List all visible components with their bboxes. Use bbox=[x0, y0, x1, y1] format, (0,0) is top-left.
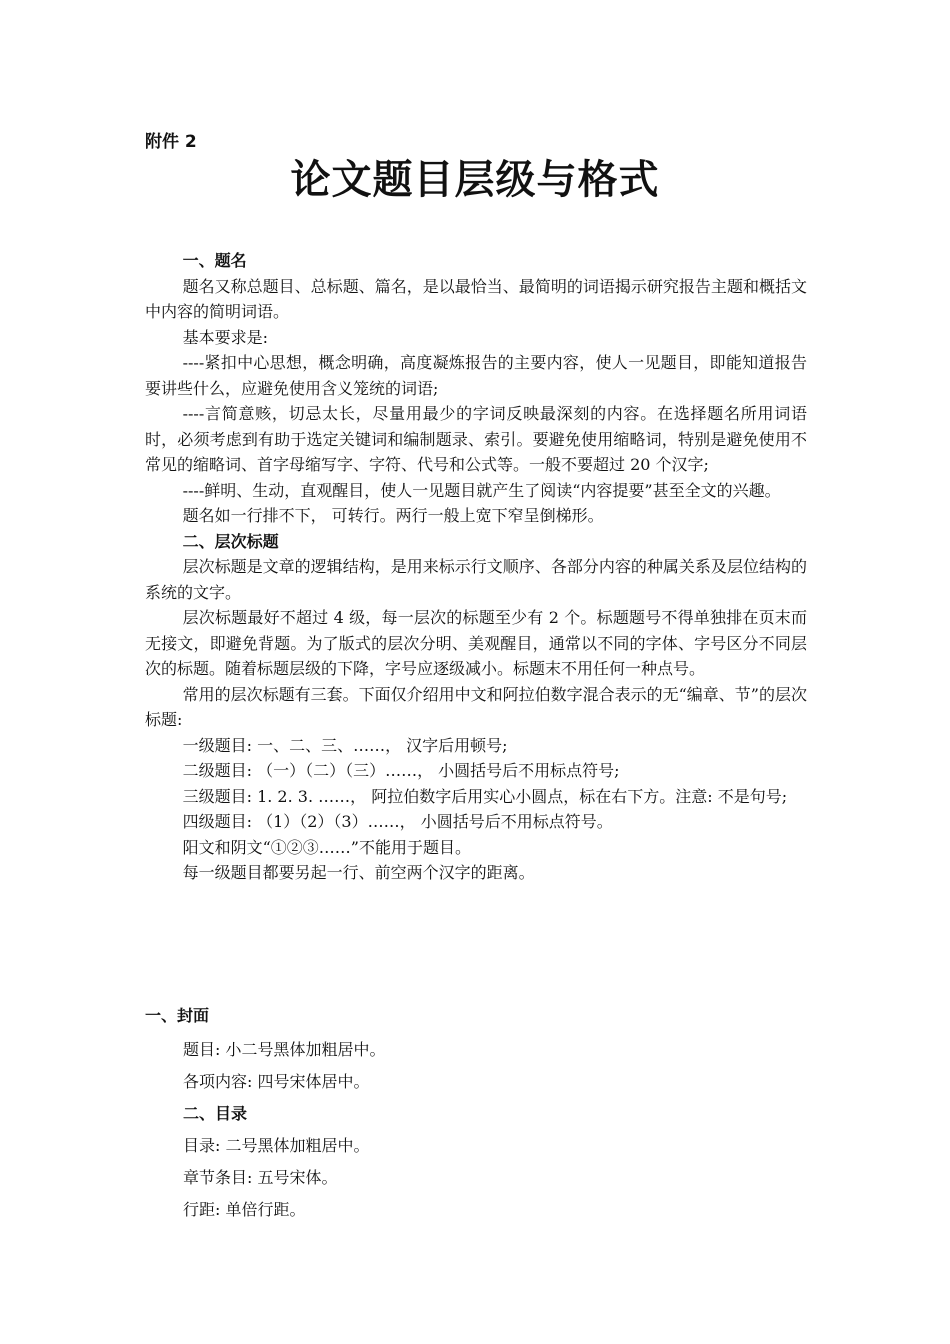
paragraph: ----紧扣中心思想，概念明确，高度凝炼报告的主要内容，使人一见题目，即能知道报告要讲些什么，应避免使用含义笼统的词语; bbox=[145, 353, 807, 398]
paragraph: 常用的层次标题有三套。下面仅介绍用中文和阿拉伯数字混合表示的无“编章、节”的层次标题: bbox=[145, 684, 807, 729]
section-heading-level-titles: 二、层次标题 bbox=[182, 531, 279, 551]
format-section bbox=[145, 1002, 807, 1226]
paragraph: 基本要求是: bbox=[182, 327, 268, 347]
toc-item: 行距: 单倍行距。 bbox=[183, 1200, 306, 1219]
paragraph: 层次标题是文章的逻辑结构，是用来标示行文顺序、各部分内容的种属关系及层位结构的系统的文字。 bbox=[145, 557, 807, 602]
paragraph: 二级题目: （一）（二）（三）……， 小圆括号后不用标点符号; bbox=[182, 761, 620, 780]
section-heading-title-name: 一、题名 bbox=[182, 251, 247, 270]
toc-item: 章节条目: 五号宋体。 bbox=[183, 1168, 338, 1187]
page-title: 论文题目层级与格式 bbox=[290, 157, 660, 203]
paragraph: 题名如一行排不下， 可转行。两行一般上宽下窄呈倒梯形。 bbox=[182, 506, 604, 525]
paragraph: ----鲜明、生动，直观醒目，使人一见题目就产生了阅读“内容提要”甚至全文的兴趣。 bbox=[182, 480, 781, 500]
paragraph: ----言简意赅，切忌太长，尽量用最少的字词反映最深刻的内容。在选择题名所用词语时，必须考虑到有助于选定关键词和编制题录、索引。要避免使用缩略词，特别是避免使用不常见的缩略词、首字母缩写字、字符、代号和公式等。一般不要超过 20 个汉字; bbox=[145, 404, 807, 474]
paragraph: 三级题目: 1. 2. 3. ……， 阿拉伯数字后用实心小圆点，标在右下方。注意: 不是句号; bbox=[182, 786, 788, 806]
document-body bbox=[145, 248, 807, 886]
cover-heading: 一、封面 bbox=[145, 1006, 210, 1025]
paragraph: 每一级题目都要另起一行、前空两个汉字的距离。 bbox=[182, 863, 535, 882]
paragraph: 阳文和阴文“①②③……”不能用于题目。 bbox=[182, 837, 471, 857]
toc-item: 目录: 二号黑体加粗居中。 bbox=[183, 1136, 370, 1155]
cover-item: 题目: 小二号黑体加粗居中。 bbox=[183, 1040, 386, 1059]
cover-item: 各项内容: 四号宋体居中。 bbox=[183, 1072, 370, 1091]
paragraph: 题名又称总题目、总标题、篇名，是以最恰当、最简明的词语揭示研究报告主题和概括文中内容的简明词语。 bbox=[145, 276, 807, 321]
annex-label: 附件 2 bbox=[145, 132, 197, 152]
paragraph: 一级题目: 一、二、三、……， 汉字后用顿号; bbox=[182, 735, 508, 755]
paragraph: 四级题目: （1）（2）（3）……， 小圆括号后不用标点符号。 bbox=[182, 812, 613, 831]
toc-heading: 二、目录 bbox=[183, 1104, 248, 1123]
paragraph: 层次标题最好不超过 4 级，每一层次的标题至少有 2 个。标题题号不得单独排在页末而无接文，即避免背题。为了版式的层次分明、美观醒目，通常以不同的字体、字号区分不同层次的标题。随着标题层级的下降，字号应逐级减小。标题末不用任何一种点号。 bbox=[145, 608, 807, 678]
